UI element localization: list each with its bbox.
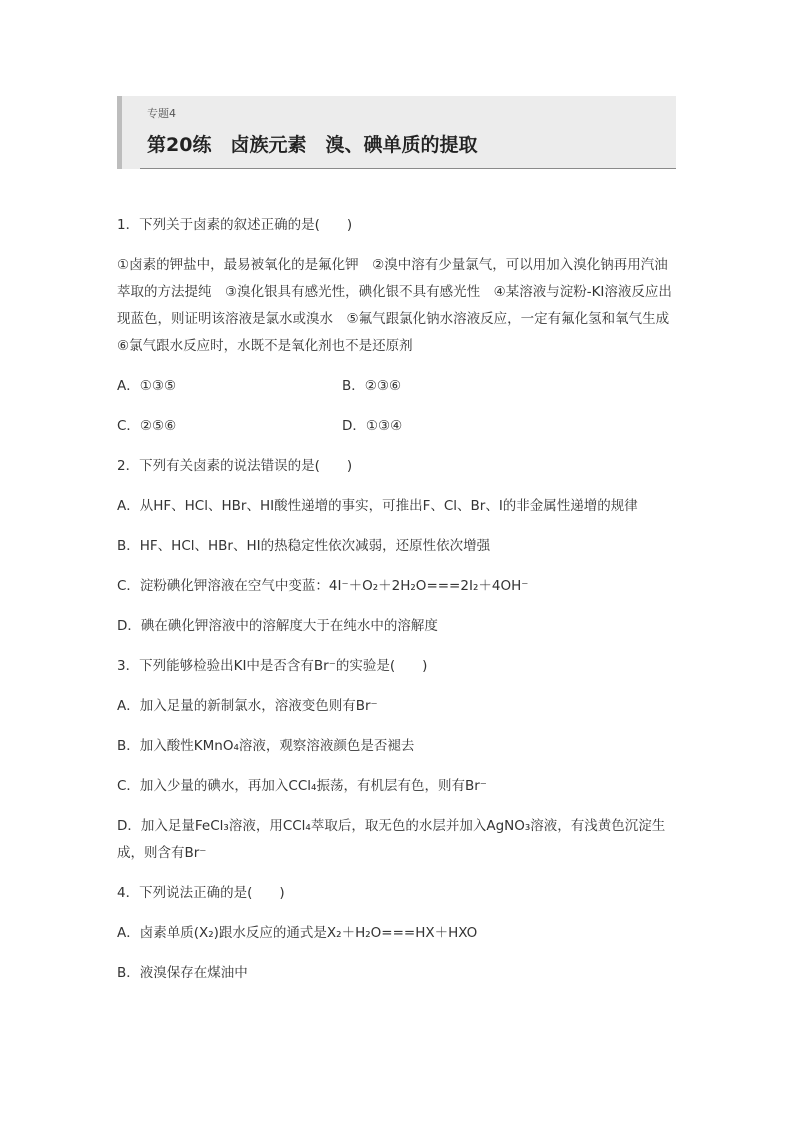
question-1-option-c: C．②⑤⑥	[117, 418, 177, 434]
question-2-option-a: A．从HF、HCl、HBr、HI酸性递增的事实，可推出F、Cl、Br、I的非金属性递增的规律	[117, 498, 638, 514]
section-header	[117, 96, 676, 169]
question-3-stem: 3．下列能够检验出KI中是否含有Br⁻的实验是( )	[117, 658, 428, 674]
question-2-option-b: B．HF、HCl、HBr、HI的热稳定性依次减弱，还原性依次增强	[117, 538, 491, 554]
page-title: 第20练 卤族元素 溴、碘单质的提取	[147, 134, 478, 156]
question-4-option-a: A．卤素单质(X₂)跟水反应的通式是X₂＋H₂O===HX＋HXO	[117, 925, 478, 941]
header-divider	[140, 168, 676, 169]
question-2-option-c: C．淀粉碘化钾溶液在空气中变蓝：4I⁻＋O₂＋2H₂O===2I₂＋4OH⁻	[117, 578, 529, 594]
question-1-options-row-1	[117, 373, 679, 400]
question-4-stem: 4．下列说法正确的是( )	[117, 885, 285, 901]
question-1-option-a: A．①③⑤	[117, 378, 177, 394]
question-3-option-a: A．加入足量的新制氯水，溶液变色则有Br⁻	[117, 698, 378, 714]
question-3-option-c: C．加入少量的碘水，再加入CCl₄振荡，有机层有色，则有Br⁻	[117, 778, 487, 794]
question-1-statements: ①卤素的钾盐中，最易被氧化的是氟化钾 ②溴中溶有少量氯气，可以用加入溴化钠再用汽油萃取的方法提纯 ③溴化银具有感光性，碘化银不具有感光性 ④某溶液与淀粉-KI溶液反应出现蓝色，则证明该溶液是氯水或溴水 ⑤氟气跟氯化钠水溶液反应，一定有氟化氢和氧气生成 ⑥氯气跟水反应时，水既不是氧化剂也不是还原剂	[117, 257, 683, 354]
question-1-option-d: D．①③④	[342, 418, 403, 434]
question-2-option-d: D．碘在碘化钾溶液中的溶解度大于在纯水中的溶解度	[117, 618, 438, 634]
question-list	[117, 212, 683, 1000]
question-3-option-d: D．加入足量FeCl₃溶液，用CCl₄萃取后，取无色的水层并加入AgNO₃溶液，有浅黄色沉淀生成，则含有Br⁻	[117, 818, 666, 861]
question-1-stem: 1．下列关于卤素的叙述正确的是( )	[117, 217, 353, 233]
question-1-options-row-2	[117, 413, 679, 440]
question-3-option-b: B．加入酸性KMnO₄溶液，观察溶液颜色是否褪去	[117, 738, 415, 754]
topic-label: 专题4	[147, 107, 176, 120]
question-2-stem: 2．下列有关卤素的说法错误的是( )	[117, 458, 353, 474]
question-1-option-b: B．②③⑥	[342, 378, 402, 394]
question-4-option-b: B．液溴保存在煤油中	[117, 965, 248, 981]
